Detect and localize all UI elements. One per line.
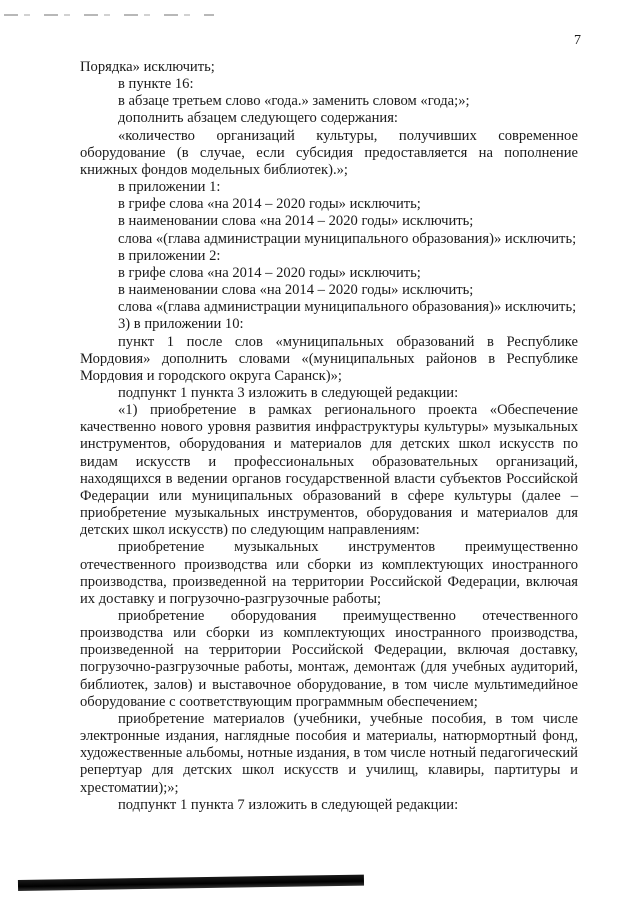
page-number: 7 [574, 33, 581, 48]
paragraph: в пункте 16: [118, 76, 194, 93]
paragraph: в наименовании слова «на 2014 – 2020 годы» исключить; [118, 282, 474, 299]
paragraph: слова «(глава администрации муниципального образования)» исключить; [118, 299, 577, 316]
paragraph: в грифе слова «на 2014 – 2020 годы» исключить; [118, 264, 421, 281]
paragraph: «1) приобретение в рамках регионального проекта «Обеспечение качественно нового уровня развития инфраструктуры культуры» музыкальных инструментов, оборудования и материалов для детских школ искусств по видам искусств и профессиональных образовательных организаций, находящихся в ведении органов государственной власти субъектов Российской Федерации или муниципальных образований в сфере культуры (далее – приобретение музыкальных инструментов, оборудования и материалов для детских школ искусств) по следующим направлениям: [80, 402, 578, 539]
paragraph: приобретение оборудования преимущественно отечественного производства или сборки из комплектующих иностранного производства, произведенной на территории Российской Федерации, включая доставку, погрузочно-разгрузочные работы, монтаж, демонтаж (для учебных аудиторий, библиотек, залов) и выставочное оборудование, в том числе мультимедийное оборудование с соответствующим программным обеспечением; [80, 608, 578, 710]
paragraph: в грифе слова «на 2014 – 2020 годы» исключить; [118, 196, 421, 213]
paragraph: в приложении 2: [118, 247, 221, 264]
paragraph: приобретение музыкальных инструментов преимущественно отечественного производства или сборки из комплектующих иностранного производства, произведенной на территории Российской Федерации, включая их доставку и погрузочно-разгрузочные работы; [80, 539, 578, 607]
scan-artifact-top [4, 14, 214, 16]
paragraph: подпункт 1 пункта 3 изложить в следующей редакции: [118, 384, 459, 401]
paragraph: слова «(глава администрации муниципального образования)» исключить; [118, 230, 577, 247]
paragraph: приобретение материалов (учебники, учебные пособия, в том числе электронные издания, наглядные пособия и материалы, натюрмортный фонд, художественные альбомы, нотные издания, в том числе нотный педагогический репертуар для детских школ искусств и училищ, клавиры, партитуры и хрестоматии);»; [80, 710, 578, 796]
paragraph: в наименовании слова «на 2014 – 2020 годы» исключить; [118, 213, 474, 230]
paragraph: дополнить абзацем следующего содержания: [118, 110, 398, 127]
paragraph: Порядка» исключить; [80, 59, 215, 75]
document-body [80, 59, 578, 814]
scan-artifact-bottom-bar [18, 875, 364, 891]
paragraph: в приложении 1: [118, 179, 221, 196]
paragraph: в абзаце третьем слово «года.» заменить словом «года;»; [118, 93, 470, 110]
paragraph: «количество организаций культуры, получивших современное оборудование (в случае, если субсидия предоставляется на пополнение книжных фондов модельных библиотек).»; [80, 127, 578, 178]
paragraph: пункт 1 после слов «муниципальных образований в Республике Мордовия» дополнить словами «(муниципальных районов в Республике Мордовия и городского округа Саранск)»; [80, 333, 578, 384]
paragraph: подпункт 1 пункта 7 изложить в следующей редакции: [118, 796, 459, 813]
paragraph: 3) в приложении 10: [118, 316, 244, 333]
